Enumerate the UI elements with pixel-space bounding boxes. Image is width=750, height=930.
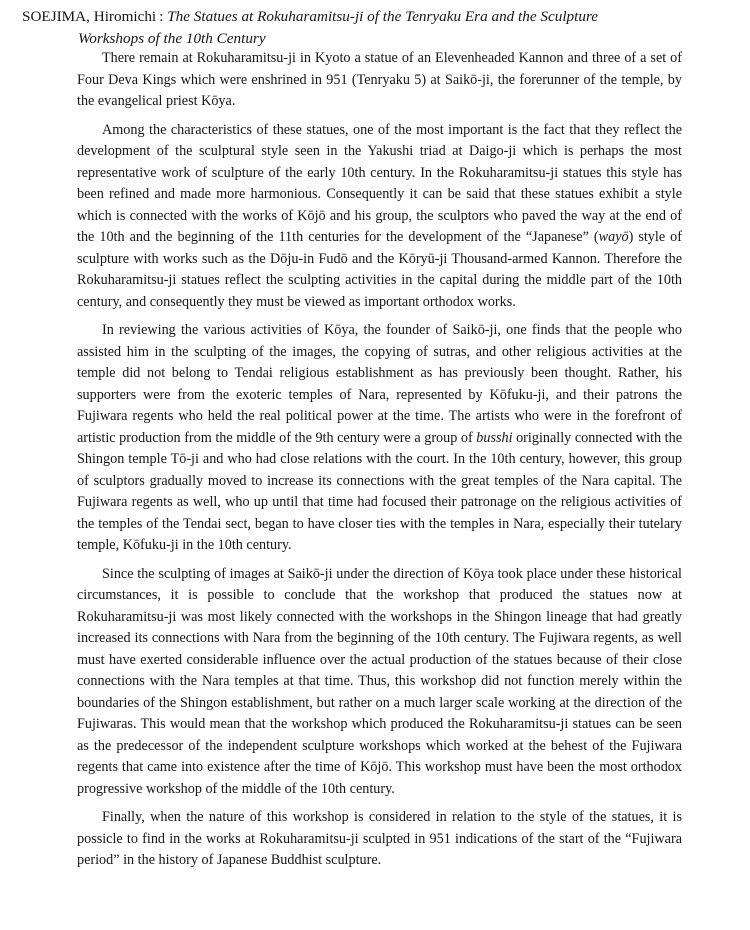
paragraph-text: originally connected with the Shingon temple Tō-ji and who had close relations with the court. In the 10th century, however, this group of sculptors gradually moved to increase its connections with the great temples of the Nara capital. The Fujiwara regents as well, who up until that time had focused their patronage on the religious activities of the temples of the Tendai sect, began to have closer ties with the temples in Nara, especially their tutelary temple, Kōfuku-ji in the 10th century. <box>77 429 682 553</box>
paragraph-2 <box>77 120 682 314</box>
paragraph-text: ) style of sculpture with works such as the Dōju-in Fudō and the Kōryū-ji Thousand-armed Kannon. Therefore the Rokuharamitsu-ji statues reflect the sculpting activities in the capital during the middle part of the 10th century, and consequently they must be viewed as important orthodox works. <box>77 229 682 310</box>
paragraph-text: Among the characteristics of these statues, one of the most important is the fact that they reflect the development of the sculptural style seen in the Yakushi triad at Daigo-ji which is perhaps the most representative work of sculpture of the early 10th century. In the Rokuharamitsu-ji statues this style has been refined and made more harmonious. Consequently it can be said that these statues exhibit a style which is connected with the works of Kōjō and his group, the sculptors who paved the way at the end of the 10th and the beginning of the 11th centuries for the development of the “Japanese” ( <box>77 121 682 245</box>
paragraph-text: Finally, when the nature of this workshop is considered in relation to the style of the statues, it is possicle to find in the works at Rokuharamitsu-ji sculpted in 951 indications of the start of the “Fujiwara period” in the history of Japanese Buddhist sculpture. <box>77 809 682 868</box>
paragraph-3 <box>77 320 682 557</box>
paragraph-5 <box>77 807 682 872</box>
paragraph-text: Since the sculpting of images at Saikō-ji under the direction of Kōya took place under these historical circumstances, it is possible to conclude that the workshop that produced the statues now at Rokuharamitsu-ji was most likely connected with the workshops in the Shingon lineage that had greatly increased its connections with Nara from the beginning of the 10th century. The Fujiwara regents, as well must have exerted considerable influence over the actual production of the statues because of their close connections with the Nara temples at that time. Thus, this workshop did not function merely within the boundaries of the Shingon establishment, but rather on a much larger scale working at the direction of the Fujiwaras. This would mean that the workshop which produced the Rokuharamitsu-ji statues can be seen as the predecessor of the independent sculpture workshops which worked at the behest of the Fujiwara regents that came into existence after the time of Kōjō. This workshop must have been the most orthodox progressive workshop of the middle of the 10th century. <box>77 565 682 797</box>
italic-term-busshi: busshi <box>476 429 513 446</box>
author-name: SOEJIMA, Hiromichi : <box>22 8 164 25</box>
article-title: The Statues at Rokuharamitsu-ji of the Tenryaku Era and the Sculpture <box>167 8 599 25</box>
article-body <box>77 48 682 872</box>
paragraph-1 <box>77 48 682 113</box>
paragraph-text: In reviewing the various activities of Kōya, the founder of Saikō-ji, one finds that the people who assisted him in the sculpting of the images, the copying of sutras, and other religious activities at the temple did not belong to Tendai religious establishment as has previously been thought. Rather, his supporters were from the exoteric temples of Nara, represented by Kōfuku-ji, and their patrons the Fujiwara regents who held the real political power at the time. The artists who were in the forefront of artistic production from the middle of the 9th century were a group of <box>77 322 682 446</box>
article-header <box>22 6 682 49</box>
paragraph-4 <box>77 564 682 801</box>
article-title-continued: Workshops of the 10th Century <box>78 29 266 47</box>
paragraph-text: There remain at Rokuharamitsu-ji in Kyoto a statue of an Elevenheaded Kannon and three of a set of Four Deva Kings which were enshrined in 951 (Tenryaku 5) at Saikō-ji, the forerunner of the temple, by the evangelical priest Kōya. <box>77 50 682 109</box>
italic-term-wayo: wayō <box>598 229 629 245</box>
